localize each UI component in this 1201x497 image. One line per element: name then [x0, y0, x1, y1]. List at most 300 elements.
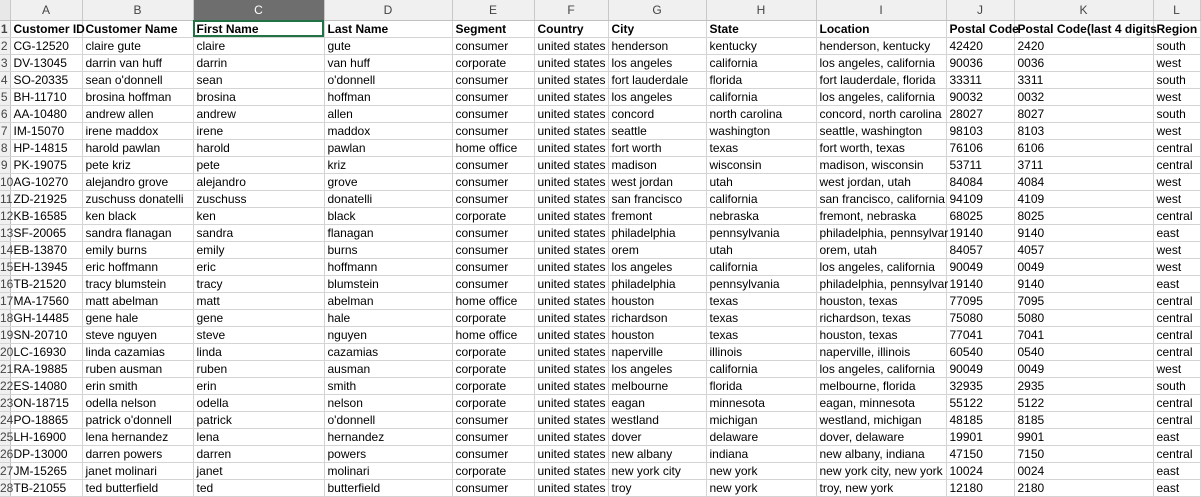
cell-i[interactable]: philadelphia, pennsylvar — [816, 275, 946, 292]
cell-f[interactable]: united states — [534, 88, 608, 105]
row-number[interactable]: 4 — [0, 71, 10, 88]
cell-j[interactable]: 68025 — [946, 207, 1014, 224]
cell-b[interactable]: alejandro grove — [82, 173, 193, 190]
cell-g[interactable]: los angeles — [608, 88, 706, 105]
cell-h[interactable]: pennsylvania — [706, 224, 816, 241]
cell-e[interactable]: consumer — [452, 411, 534, 428]
cell-d[interactable]: butterfield — [324, 479, 452, 496]
cell-h[interactable]: delaware — [706, 428, 816, 445]
cell-i[interactable]: san francisco, california — [816, 190, 946, 207]
cell-f[interactable]: Country — [534, 20, 608, 37]
cell-l[interactable]: west — [1153, 88, 1200, 105]
cell-c[interactable]: tracy — [193, 275, 324, 292]
cell-g[interactable]: fort lauderdale — [608, 71, 706, 88]
cell-l[interactable]: east — [1153, 479, 1200, 496]
cell-c[interactable]: alejandro — [193, 173, 324, 190]
cell-d[interactable]: molinari — [324, 462, 452, 479]
cell-b[interactable]: odella nelson — [82, 394, 193, 411]
cell-h[interactable]: florida — [706, 377, 816, 394]
cell-d[interactable]: burns — [324, 241, 452, 258]
cell-d[interactable]: hernandez — [324, 428, 452, 445]
cell-i[interactable]: los angeles, california — [816, 258, 946, 275]
row-number[interactable]: 22 — [0, 378, 14, 393]
cell-c[interactable]: andrew — [193, 105, 324, 122]
cell-a[interactable]: IM-15070 — [10, 122, 82, 139]
cell-d[interactable]: o'donnell — [324, 411, 452, 428]
cell-a[interactable]: TB-21055 — [10, 479, 82, 496]
cell-c[interactable]: ken — [193, 207, 324, 224]
cell-j[interactable]: 42420 — [946, 37, 1014, 54]
cell-d[interactable]: Last Name — [324, 20, 452, 37]
row-number[interactable]: 14 — [0, 242, 14, 257]
cell-a[interactable]: JM-15265 — [10, 462, 82, 479]
cell-h[interactable]: indiana — [706, 445, 816, 462]
cell-c[interactable]: ted — [193, 479, 324, 496]
cell-k[interactable]: 3311 — [1014, 71, 1153, 88]
cell-a[interactable]: AG-10270 — [10, 173, 82, 190]
cell-e[interactable]: consumer — [452, 173, 534, 190]
cell-k[interactable]: 8025 — [1014, 207, 1153, 224]
cell-b[interactable]: lena hernandez — [82, 428, 193, 445]
row-number[interactable]: 27 — [0, 463, 14, 478]
cell-f[interactable]: united states — [534, 479, 608, 496]
column-header-e[interactable]: E — [452, 0, 534, 20]
cell-f[interactable]: united states — [534, 292, 608, 309]
cell-e[interactable]: corporate — [452, 394, 534, 411]
cell-b[interactable]: steve nguyen — [82, 326, 193, 343]
column-header-b[interactable]: B — [82, 0, 193, 20]
cell-l[interactable]: central — [1153, 292, 1200, 309]
cell-g[interactable]: orem — [608, 241, 706, 258]
cell-h[interactable]: texas — [706, 139, 816, 156]
cell-l[interactable]: west — [1153, 190, 1200, 207]
cell-c[interactable]: darrin — [193, 54, 324, 71]
cell-l[interactable]: west — [1153, 173, 1200, 190]
cell-a[interactable]: PK-19075 — [10, 156, 82, 173]
cell-e[interactable]: consumer — [452, 156, 534, 173]
cell-c[interactable]: sean — [193, 71, 324, 88]
cell-a[interactable]: SO-20335 — [10, 71, 82, 88]
cell-g[interactable]: los angeles — [608, 258, 706, 275]
cell-c[interactable]: harold — [193, 139, 324, 156]
row-number[interactable]: 23 — [0, 395, 14, 410]
cell-d[interactable]: hoffman — [324, 88, 452, 105]
cell-g[interactable]: fremont — [608, 207, 706, 224]
cell-d[interactable]: pawlan — [324, 139, 452, 156]
cell-d[interactable]: nelson — [324, 394, 452, 411]
cell-j[interactable]: 75080 — [946, 309, 1014, 326]
cell-i[interactable]: concord, north carolina — [816, 105, 946, 122]
cell-j[interactable]: 55122 — [946, 394, 1014, 411]
cell-i[interactable]: houston, texas — [816, 326, 946, 343]
cell-g[interactable]: philadelphia — [608, 275, 706, 292]
cell-l[interactable]: west — [1153, 54, 1200, 71]
cell-f[interactable]: united states — [534, 71, 608, 88]
cell-b[interactable]: darren powers — [82, 445, 193, 462]
cell-k[interactable]: 2180 — [1014, 479, 1153, 496]
cell-h[interactable]: california — [706, 360, 816, 377]
row-number[interactable]: 5 — [0, 88, 10, 105]
cell-i[interactable]: eagan, minnesota — [816, 394, 946, 411]
cell-k[interactable]: 4109 — [1014, 190, 1153, 207]
cell-i[interactable]: west jordan, utah — [816, 173, 946, 190]
cell-c[interactable]: steve — [193, 326, 324, 343]
cell-j[interactable]: 76106 — [946, 139, 1014, 156]
cell-e[interactable]: corporate — [452, 207, 534, 224]
cell-g[interactable]: philadelphia — [608, 224, 706, 241]
cell-c[interactable]: erin — [193, 377, 324, 394]
cell-l[interactable]: east — [1153, 224, 1200, 241]
column-header-j[interactable]: J — [946, 0, 1014, 20]
column-header-c[interactable]: C — [193, 0, 324, 20]
cell-h[interactable]: kentucky — [706, 37, 816, 54]
cell-b[interactable]: darrin van huff — [82, 54, 193, 71]
cell-e[interactable]: home office — [452, 292, 534, 309]
cell-j[interactable]: 32935 — [946, 377, 1014, 394]
cell-f[interactable]: united states — [534, 156, 608, 173]
cell-j[interactable]: 77041 — [946, 326, 1014, 343]
cell-f[interactable]: united states — [534, 377, 608, 394]
cell-c[interactable]: gene — [193, 309, 324, 326]
cell-e[interactable]: corporate — [452, 309, 534, 326]
cell-f[interactable]: united states — [534, 207, 608, 224]
row-number[interactable]: 26 — [0, 446, 14, 461]
column-header-i[interactable]: I — [816, 0, 946, 20]
cell-j[interactable]: 33311 — [946, 71, 1014, 88]
cell-g[interactable]: west jordan — [608, 173, 706, 190]
cell-l[interactable]: east — [1153, 462, 1200, 479]
cell-l[interactable]: south — [1153, 71, 1200, 88]
cell-f[interactable]: united states — [534, 309, 608, 326]
cell-e[interactable]: consumer — [452, 105, 534, 122]
row-number[interactable]: 21 — [0, 361, 14, 376]
cell-k[interactable]: 2935 — [1014, 377, 1153, 394]
row-number[interactable]: 18 — [0, 310, 14, 325]
cell-b[interactable]: zuschuss donatelli — [82, 190, 193, 207]
cell-k[interactable]: 9901 — [1014, 428, 1153, 445]
cell-j[interactable]: 10024 — [946, 462, 1014, 479]
cell-g[interactable]: san francisco — [608, 190, 706, 207]
cell-k[interactable]: 9140 — [1014, 275, 1153, 292]
cell-b[interactable]: brosina hoffman — [82, 88, 193, 105]
cell-k[interactable]: 5122 — [1014, 394, 1153, 411]
cell-h[interactable]: pennsylvania — [706, 275, 816, 292]
cell-k[interactable]: 0036 — [1014, 54, 1153, 71]
cell-b[interactable]: pete kriz — [82, 156, 193, 173]
cell-j[interactable]: 48185 — [946, 411, 1014, 428]
column-header-l[interactable]: L — [1153, 0, 1200, 20]
cell-j[interactable]: 90036 — [946, 54, 1014, 71]
cell-c[interactable]: darren — [193, 445, 324, 462]
cell-k[interactable]: 8185 — [1014, 411, 1153, 428]
cell-i[interactable]: houston, texas — [816, 292, 946, 309]
row-number[interactable]: 17 — [0, 293, 14, 308]
cell-e[interactable]: consumer — [452, 275, 534, 292]
cell-j[interactable]: 19140 — [946, 224, 1014, 241]
cell-g[interactable]: concord — [608, 105, 706, 122]
cell-h[interactable]: new york — [706, 462, 816, 479]
cell-b[interactable]: ted butterfield — [82, 479, 193, 496]
cell-g[interactable]: naperville — [608, 343, 706, 360]
cell-d[interactable]: hale — [324, 309, 452, 326]
cell-f[interactable]: united states — [534, 258, 608, 275]
row-number[interactable]: 11 — [0, 191, 13, 206]
row-number[interactable]: 1 — [0, 20, 10, 37]
cell-j[interactable]: 19140 — [946, 275, 1014, 292]
cell-c[interactable]: irene — [193, 122, 324, 139]
cell-k[interactable]: 8027 — [1014, 105, 1153, 122]
cell-h[interactable]: north carolina — [706, 105, 816, 122]
cell-a[interactable]: ON-18715 — [10, 394, 82, 411]
cell-c[interactable]: lena — [193, 428, 324, 445]
cell-f[interactable]: united states — [534, 173, 608, 190]
cell-f[interactable]: united states — [534, 275, 608, 292]
row-number[interactable]: 3 — [0, 54, 10, 71]
cell-c[interactable]: First Name — [193, 20, 324, 37]
cell-d[interactable]: allen — [324, 105, 452, 122]
row-number[interactable]: 2 — [0, 37, 10, 54]
cell-k[interactable]: 0049 — [1014, 360, 1153, 377]
cell-j[interactable]: Postal Code — [946, 20, 1014, 37]
cell-g[interactable]: new albany — [608, 445, 706, 462]
cell-a[interactable]: EB-13870 — [10, 241, 82, 258]
cell-j[interactable]: 84084 — [946, 173, 1014, 190]
cell-b[interactable]: claire gute — [82, 37, 193, 54]
cell-f[interactable]: united states — [534, 139, 608, 156]
cell-f[interactable]: united states — [534, 462, 608, 479]
cell-d[interactable]: van huff — [324, 54, 452, 71]
cell-h[interactable]: california — [706, 54, 816, 71]
cell-g[interactable]: houston — [608, 292, 706, 309]
cell-b[interactable]: irene maddox — [82, 122, 193, 139]
cell-k[interactable]: 0024 — [1014, 462, 1153, 479]
column-header-d[interactable]: D — [324, 0, 452, 20]
cell-a[interactable]: LC-16930 — [10, 343, 82, 360]
cell-d[interactable]: flanagan — [324, 224, 452, 241]
cell-j[interactable]: 47150 — [946, 445, 1014, 462]
cell-k[interactable]: 2420 — [1014, 37, 1153, 54]
cell-j[interactable]: 90032 — [946, 88, 1014, 105]
cell-h[interactable]: florida — [706, 71, 816, 88]
cell-b[interactable]: matt abelman — [82, 292, 193, 309]
cell-a[interactable]: CG-12520 — [10, 37, 82, 54]
cell-g[interactable]: eagan — [608, 394, 706, 411]
cell-b[interactable]: erin smith — [82, 377, 193, 394]
cell-e[interactable]: corporate — [452, 54, 534, 71]
cell-d[interactable]: hoffmann — [324, 258, 452, 275]
cell-i[interactable]: westland, michigan — [816, 411, 946, 428]
cell-a[interactable]: KB-16585 — [10, 207, 82, 224]
cell-l[interactable]: east — [1153, 428, 1200, 445]
cell-l[interactable]: central — [1153, 207, 1200, 224]
cell-a[interactable]: GH-14485 — [10, 309, 82, 326]
cell-h[interactable]: california — [706, 190, 816, 207]
cell-i[interactable]: fort worth, texas — [816, 139, 946, 156]
cell-f[interactable]: united states — [534, 326, 608, 343]
cell-a[interactable]: PO-18865 — [10, 411, 82, 428]
cell-f[interactable]: united states — [534, 343, 608, 360]
cell-f[interactable]: united states — [534, 241, 608, 258]
cell-k[interactable]: Postal Code(last 4 digits — [1014, 20, 1153, 37]
cell-h[interactable]: michigan — [706, 411, 816, 428]
cell-j[interactable]: 90049 — [946, 360, 1014, 377]
cell-e[interactable]: consumer — [452, 428, 534, 445]
cell-h[interactable]: utah — [706, 241, 816, 258]
select-all-corner[interactable] — [0, 0, 10, 20]
cell-g[interactable]: los angeles — [608, 54, 706, 71]
cell-f[interactable]: united states — [534, 394, 608, 411]
cell-f[interactable]: united states — [534, 37, 608, 54]
cell-h[interactable]: texas — [706, 309, 816, 326]
cell-g[interactable]: richardson — [608, 309, 706, 326]
cell-b[interactable]: gene hale — [82, 309, 193, 326]
cell-b[interactable]: eric hoffmann — [82, 258, 193, 275]
cell-i[interactable]: Location — [816, 20, 946, 37]
cell-b[interactable]: andrew allen — [82, 105, 193, 122]
cell-a[interactable]: LH-16900 — [10, 428, 82, 445]
cell-c[interactable]: odella — [193, 394, 324, 411]
cell-g[interactable]: fort worth — [608, 139, 706, 156]
cell-e[interactable]: corporate — [452, 360, 534, 377]
cell-e[interactable]: corporate — [452, 343, 534, 360]
cell-j[interactable]: 12180 — [946, 479, 1014, 496]
row-number[interactable]: 16 — [0, 276, 14, 291]
row-number[interactable]: 20 — [0, 344, 14, 359]
cell-b[interactable]: sandra flanagan — [82, 224, 193, 241]
cell-a[interactable]: MA-17560 — [10, 292, 82, 309]
cell-h[interactable]: california — [706, 258, 816, 275]
cell-e[interactable]: consumer — [452, 241, 534, 258]
row-number[interactable]: 9 — [0, 156, 10, 173]
cell-i[interactable]: los angeles, california — [816, 88, 946, 105]
cell-e[interactable]: consumer — [452, 445, 534, 462]
cell-l[interactable]: west — [1153, 258, 1200, 275]
row-number[interactable]: 7 — [0, 122, 10, 139]
cell-j[interactable]: 98103 — [946, 122, 1014, 139]
cell-a[interactable]: Customer ID — [10, 20, 82, 37]
cell-k[interactable]: 0540 — [1014, 343, 1153, 360]
cell-i[interactable]: richardson, texas — [816, 309, 946, 326]
cell-l[interactable]: south — [1153, 377, 1200, 394]
cell-h[interactable]: texas — [706, 292, 816, 309]
cell-d[interactable]: kriz — [324, 156, 452, 173]
row-number[interactable]: 28 — [0, 480, 14, 495]
cell-k[interactable]: 7041 — [1014, 326, 1153, 343]
cell-f[interactable]: united states — [534, 190, 608, 207]
cell-g[interactable]: westland — [608, 411, 706, 428]
cell-l[interactable]: central — [1153, 394, 1200, 411]
cell-l[interactable]: west — [1153, 241, 1200, 258]
column-header-a[interactable]: A — [10, 0, 82, 20]
row-number[interactable]: 13 — [0, 225, 14, 240]
cell-i[interactable]: henderson, kentucky — [816, 37, 946, 54]
cell-b[interactable]: Customer Name — [82, 20, 193, 37]
cell-c[interactable]: sandra — [193, 224, 324, 241]
cell-d[interactable]: smith — [324, 377, 452, 394]
cell-a[interactable]: HP-14815 — [10, 139, 82, 156]
cell-f[interactable]: united states — [534, 428, 608, 445]
cell-e[interactable]: corporate — [452, 377, 534, 394]
row-number[interactable]: 19 — [0, 327, 14, 342]
column-header-k[interactable]: K — [1014, 0, 1153, 20]
cell-a[interactable]: DP-13000 — [10, 445, 82, 462]
cell-c[interactable]: claire — [193, 37, 324, 54]
cell-l[interactable]: central — [1153, 445, 1200, 462]
column-header-f[interactable]: F — [534, 0, 608, 20]
cell-h[interactable]: new york — [706, 479, 816, 496]
cell-b[interactable]: ruben ausman — [82, 360, 193, 377]
cell-a[interactable]: ES-14080 — [10, 377, 82, 394]
cell-a[interactable]: DV-13045 — [10, 54, 82, 71]
cell-h[interactable]: nebraska — [706, 207, 816, 224]
cell-c[interactable]: patrick — [193, 411, 324, 428]
cell-l[interactable]: east — [1153, 275, 1200, 292]
cell-a[interactable]: SF-20065 — [10, 224, 82, 241]
cell-b[interactable]: janet molinari — [82, 462, 193, 479]
cell-k[interactable]: 8103 — [1014, 122, 1153, 139]
cell-l[interactable]: south — [1153, 105, 1200, 122]
row-number[interactable]: 6 — [0, 105, 10, 122]
cell-d[interactable]: abelman — [324, 292, 452, 309]
cell-b[interactable]: sean o'donnell — [82, 71, 193, 88]
cell-h[interactable]: State — [706, 20, 816, 37]
cell-k[interactable]: 0049 — [1014, 258, 1153, 275]
cell-i[interactable]: philadelphia, pennsylvar — [816, 224, 946, 241]
cell-g[interactable]: new york city — [608, 462, 706, 479]
cell-c[interactable]: zuschuss — [193, 190, 324, 207]
cell-i[interactable]: new york city, new york — [816, 462, 946, 479]
cell-j[interactable]: 84057 — [946, 241, 1014, 258]
cell-f[interactable]: united states — [534, 224, 608, 241]
cell-j[interactable]: 60540 — [946, 343, 1014, 360]
cell-d[interactable]: maddox — [324, 122, 452, 139]
cell-i[interactable]: los angeles, california — [816, 360, 946, 377]
cell-d[interactable]: black — [324, 207, 452, 224]
cell-e[interactable]: home office — [452, 139, 534, 156]
cell-k[interactable]: 5080 — [1014, 309, 1153, 326]
cell-l[interactable]: Region — [1153, 20, 1200, 37]
cell-b[interactable]: emily burns — [82, 241, 193, 258]
cell-e[interactable]: consumer — [452, 71, 534, 88]
cell-c[interactable]: pete — [193, 156, 324, 173]
cell-h[interactable]: california — [706, 88, 816, 105]
cell-l[interactable]: central — [1153, 139, 1200, 156]
row-number[interactable]: 15 — [0, 259, 14, 274]
cell-h[interactable]: minnesota — [706, 394, 816, 411]
cell-e[interactable]: consumer — [452, 224, 534, 241]
cell-i[interactable]: dover, delaware — [816, 428, 946, 445]
row-number[interactable]: 10 — [0, 174, 14, 189]
column-header-h[interactable]: H — [706, 0, 816, 20]
row-number[interactable]: 24 — [0, 412, 14, 427]
cell-b[interactable]: linda cazamias — [82, 343, 193, 360]
cell-b[interactable]: harold pawlan — [82, 139, 193, 156]
cell-l[interactable]: central — [1153, 309, 1200, 326]
cell-h[interactable]: utah — [706, 173, 816, 190]
cell-a[interactable]: BH-11710 — [10, 88, 82, 105]
cell-c[interactable]: janet — [193, 462, 324, 479]
cell-a[interactable]: ZD-21925 — [10, 190, 82, 207]
cell-j[interactable]: 53711 — [946, 156, 1014, 173]
cell-l[interactable]: central — [1153, 343, 1200, 360]
cell-g[interactable]: seattle — [608, 122, 706, 139]
cell-g[interactable]: houston — [608, 326, 706, 343]
cell-b[interactable]: tracy blumstein — [82, 275, 193, 292]
cell-c[interactable]: ruben — [193, 360, 324, 377]
cell-j[interactable]: 19901 — [946, 428, 1014, 445]
cell-c[interactable]: eric — [193, 258, 324, 275]
cell-d[interactable]: powers — [324, 445, 452, 462]
